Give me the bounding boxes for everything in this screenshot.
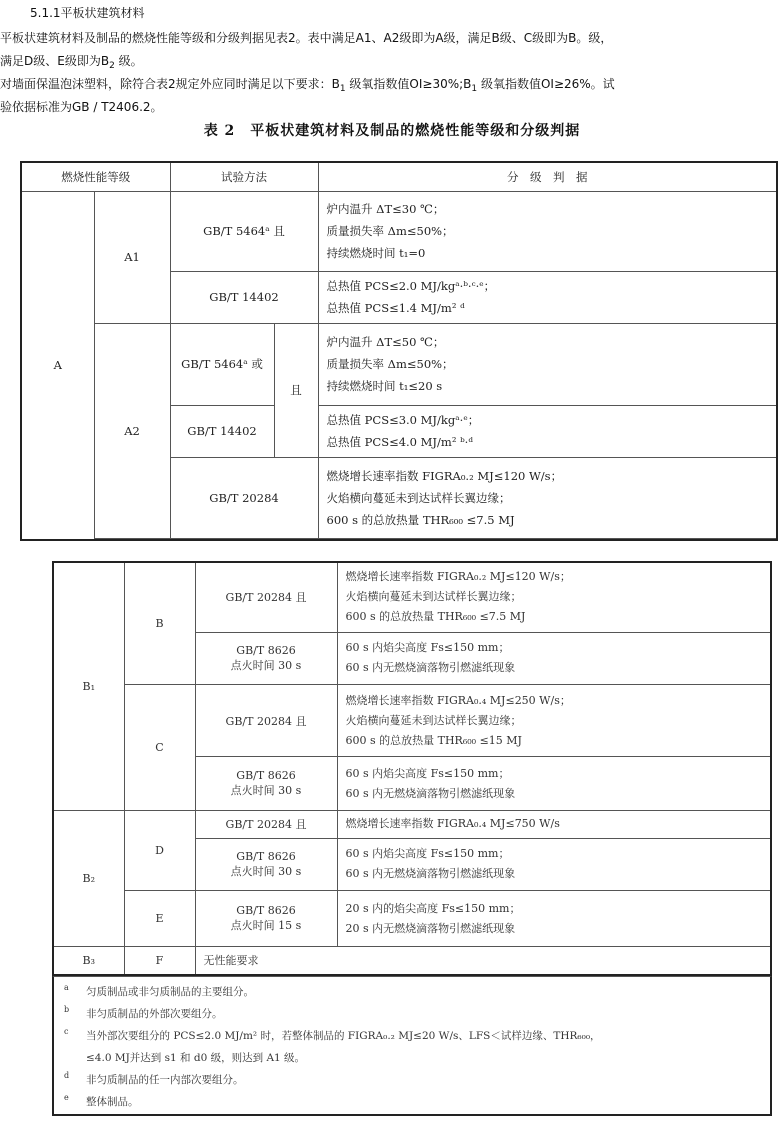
header-method: 试验方法 <box>170 162 318 191</box>
b2-label: B₂ <box>53 810 124 947</box>
footnote-c: c 当外部次要组分的 PCS≤2.0 MJ/m² 时，若整体制品的 FIGRA₀.₂ MJ≤20 W/s、LFS＜试样边缘、THR₆₀₀， <box>64 1027 601 1042</box>
d-method-1: GB/T 20284 且 <box>195 810 337 838</box>
a2-criteria-1: 炉内温升 ΔT≤50 ℃； 质量损失率 Δm≤50%； 持续燃烧时间 t₁≤20 s <box>318 323 777 405</box>
c-method-1: GB/T 20284 且 <box>195 685 337 757</box>
footnote-b: b 非匀质制品的外部次要组分。 <box>64 1005 223 1020</box>
f-label: F <box>124 947 195 975</box>
f-requirement: 无性能要求 <box>195 947 771 975</box>
section-heading: 5.1.1平板状建筑材料 <box>30 6 145 20</box>
a1-method-2: GB/T 14402 <box>170 271 318 323</box>
a2-method-3: GB/T 20284 <box>170 457 318 538</box>
footnote-a: a 匀质制品或非匀质制品的主要组分。 <box>64 983 254 998</box>
a2-criteria-3: 燃烧增长速率指数 FIGRA₀.₂ MJ≤120 W/s； 火焰横向蔓延未到达试样长翼边缘； 600 s 的总放热量 THR₆₀₀ ≤7.5 MJ <box>318 457 777 538</box>
table-caption: 表 2 平板状建筑材料及制品的燃烧性能等级和分级判据 <box>203 123 581 139</box>
header-criteria: 分 级 判 据 <box>318 162 777 191</box>
b3-label: B₃ <box>53 947 124 975</box>
b-label: B <box>124 562 195 685</box>
e-method-1: GB/T 8626 点火时间 15 s <box>195 891 337 947</box>
intro-line-1: 平板状建筑材料及制品的燃烧性能等级和分级判据见表2。表中满足A1、A2级即为A级，满足B级、C级即为B。级， <box>0 31 613 45</box>
a1-label: A1 <box>94 191 170 323</box>
a2-and-label: 且 <box>274 323 318 457</box>
b-method-2: GB/T 8626 点火时间 30 s <box>195 632 337 684</box>
table-footnotes <box>52 976 772 1116</box>
footnote-c-continued: ≤4.0 MJ并达到 s1 和 d0 级，则达到 A1 级。 <box>86 1052 306 1064</box>
a2-method-1: GB/T 5464ᵃ 或 <box>170 323 274 405</box>
intro-line-3: 对墙面保温泡沫塑料，除符合表2规定外应同时满足以下要求：$B_1$ 级氧指数值$OI\ge 30\%;B_1$ 级氧指数值OI≥26%。试 <box>0 77 615 94</box>
b1-label: B₁ <box>53 562 124 810</box>
intro-line-4: 验依据标准为GB / T2406.2。 <box>0 100 163 114</box>
grading-table-part1 <box>20 161 778 541</box>
b-criteria-1: 燃烧增长速率指数 FIGRA₀.₂ MJ≤120 W/s； 火焰横向蔓延未到达试样长翼边缘； 600 s 的总放热量 THR₆₀₀ ≤7.5 MJ <box>337 562 771 632</box>
c-method-2: GB/T 8626 点火时间 30 s <box>195 757 337 810</box>
class-a-cell: A <box>21 191 94 540</box>
d-method-2: GB/T 8626 点火时间 30 s <box>195 838 337 890</box>
d-label: D <box>124 810 195 890</box>
a1-method-1: GB/T 5464ᵃ 且 <box>170 191 318 271</box>
footnote-d: d 非匀质制品的任一内部次要组分。 <box>64 1071 244 1086</box>
intro-line-2: 满足D级、E级即为$B_2$ 级。 <box>0 54 143 71</box>
a1-criteria-2: 总热值 PCS≤2.0 MJ/kgᵃ·ᵇ·ᶜ·ᵉ； 总热值 PCS≤1.4 MJ/m² ᵈ <box>318 271 777 323</box>
a1-criteria-1: 炉内温升 ΔT≤30 ℃； 质量损失率 Δm≤50%； 持续燃烧时间 t₁=0 <box>318 191 777 271</box>
b-method-1: GB/T 20284 且 <box>195 562 337 632</box>
grading-table-part2 <box>52 561 772 976</box>
b-criteria-2: 60 s 内焰尖高度 Fs≤150 mm； 60 s 内无燃烧滴落物引燃滤纸现象 <box>337 632 771 684</box>
a2-label: A2 <box>94 323 170 538</box>
a2-method-2: GB/T 14402 <box>170 405 274 457</box>
d-criteria-2: 60 s 内焰尖高度 Fs≤150 mm； 60 s 内无燃烧滴落物引燃滤纸现象 <box>337 838 771 890</box>
c-criteria-1: 燃烧增长速率指数 FIGRA₀.₄ MJ≤250 W/s； 火焰横向蔓延未到达试样长翼边缘； 600 s 的总放热量 THR₆₀₀ ≤15 MJ <box>337 685 771 757</box>
c-criteria-2: 60 s 内焰尖高度 Fs≤150 mm； 60 s 内无燃烧滴落物引燃滤纸现象 <box>337 757 771 810</box>
d-criteria-1: 燃烧增长速率指数 FIGRA₀.₄ MJ≤750 W/s <box>337 810 771 838</box>
footnote-e: e 整体制品。 <box>64 1093 139 1108</box>
e-criteria-1: 20 s 内的焰尖高度 Fs≤150 mm； 20 s 内无燃烧滴落物引燃滤纸现象 <box>337 891 771 947</box>
header-grade: 燃烧性能等级 <box>21 162 170 191</box>
c-label: C <box>124 685 195 811</box>
e-label: E <box>124 891 195 947</box>
a2-criteria-2: 总热值 PCS≤3.0 MJ/kgᵃ·ᵉ； 总热值 PCS≤4.0 MJ/m² ᵇ·ᵈ <box>318 405 777 457</box>
